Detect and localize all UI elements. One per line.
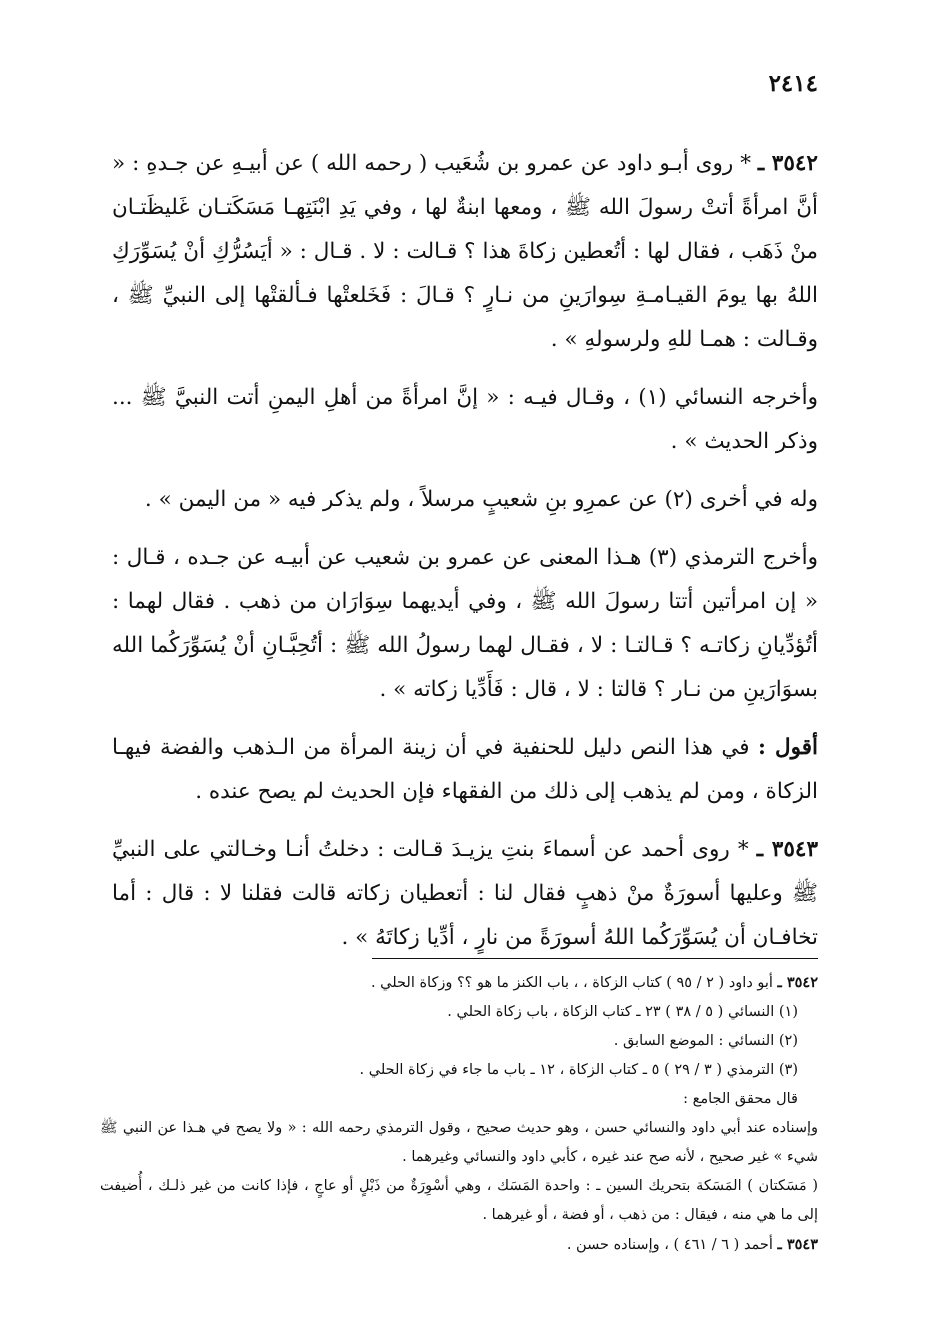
page-number: ٢٤١٤	[768, 70, 818, 97]
hadith-number: ٣٥٤٣ ـ	[756, 837, 818, 862]
footnote	[100, 1114, 818, 1172]
hadith-3543	[112, 828, 818, 960]
footnote-text: (١) النسائي ( ٥ / ٣٨ ) ٢٣ ـ كتاب الزكاة ، باب زكاة الحلي .	[447, 1004, 798, 1020]
footnote-text: أبو داود ( ٢ / ٩٥ ) كتاب الزكاة ، ، باب الكنز ما هو ؟؟ وزكاة الحلي .	[370, 975, 773, 991]
hadith-text: * روى أبـو داود عن عمرو بن شُعَيب ( رحمه الله ) عن أبيـهِ عن جـدهِ : « أنَّ امرأةً أتتْ رسولَ الله ﷺ ، ومعها ابنةٌ لها ، وفي يَدِ ابْنَتِهـا مَسَكَتـان غَليظَتـان منْ ذَهَب ، فقال لها : أتُعطين زكاةَ هذا ؟ قـالت : لا . قـال : « أيَسُرُّكِ أنْ يُسَوِّرَكِ اللهُ بها يومَ القيـامـةِ سِوارَينِ من نـارٍ ؟ قـالَ : فَخَلعتْها فـألقتْها إلى النبيِّ ﷺ ، وقـالت : همـا للهِ ولرسولهِ » .	[112, 151, 818, 352]
hadith-3542	[112, 142, 818, 362]
footnote	[100, 1085, 818, 1114]
nasai-paragraph: وأخرجه النسائي (١) ، وقـال فيـه : « إنَّ امرأةً من أهلِ اليمنِ أتت النبيَّ ﷺ ... وذكر الحديث » .	[112, 385, 819, 454]
author-comment	[112, 726, 818, 814]
comment-lead: أقول :	[758, 735, 819, 760]
hadith-number: ٣٥٤٢ ـ	[757, 151, 818, 176]
footnote	[100, 1027, 818, 1056]
tirmidhi-paragraph: وأخرج الترمذي (٣) هـذا المعنى عن عمرو بن شعيب عن أبيـه عن جـده ، قـال : « إن امرأتين أتتا رسولَ الله ﷺ ، وفي أيديهما سِوَارَان من ذهب . فقال لهما : أتُؤدِّيانِ زكاتـه ؟ قـالتـا : لا ، فقـال لهما رسولُ الله ﷺ : أتُحِبَّـانِ أنْ يُسَوِّرَكُما الله بسوَارَينِ من نـار ؟ قالتا : لا ، قال : فَأَدِّيا زكاته » .	[112, 545, 818, 702]
comment-text: في هذا النص دليل للحنفية في أن زينة المرأة من الـذهب والفضة فيهـا الزكاة ، ومن لم يذهب إلى ذلك من الفقهاء فإن الحديث لم يصح عنده .	[112, 735, 818, 804]
footnote-divider	[372, 958, 818, 959]
footnote-lead: ٣٥٤٢ ـ	[777, 974, 818, 991]
footnote-text: (٢) النسائي : الموضع السابق .	[613, 1033, 798, 1049]
footnote-text: أحمد ( ٦ / ٤٦١ ) ، وإسناده حسن .	[566, 1237, 773, 1253]
footnote	[100, 998, 818, 1027]
footnote-text: وإسناده عند أبي داود والنسائي حسن ، وهو حديث صحيح ، وقول الترمذي رحمه الله : « ولا يصح في هـذا عن النبي ﷺ شيء » غير صحيح ، لأنه صح عند غيره ، كأبي داود والنسائي وغيرهما .	[100, 1120, 818, 1165]
main-text	[112, 142, 818, 974]
footnote-text: قال محقق الجامع :	[683, 1091, 798, 1107]
footnote	[100, 1056, 818, 1085]
footnote	[100, 1172, 818, 1230]
other-narration-paragraph: وله في أخرى (٢) عن عمرِو بنِ شعيبٍ مرسلاً ، ولم يذكر فيه « من اليمن » .	[144, 487, 818, 512]
footnote-text: ( مَسَكتان ) المَسَكة بتحريك السين ـ : واحدة المَسَك ، وهي أسْوِرَةٌ من ذَبْلٍ أو عاجٍ ، فإذا كانت من غير ذلـك ، أُضيفت إلى ما هي منه ، فيقال : من ذهب ، أو فضة ، أو غيرهما .	[100, 1178, 818, 1223]
footnote	[100, 968, 818, 998]
footnotes	[100, 968, 818, 1260]
footnote-text: (٣) الترمذي ( ٣ / ٢٩ ) ٥ ـ كتاب الزكاة ، ١٢ ـ باب ما جاء في زكاة الحلي .	[359, 1062, 798, 1078]
footnote-lead: ٣٥٤٣ ـ	[777, 1236, 818, 1253]
footnote	[100, 1230, 818, 1260]
hadith-text: * روى أحمد عن أسماءَ بنتِ يزيـدَ قـالت : دخلتُ أنـا وخـالتي على النبيِّ ﷺ وعليها أسورَةٌ منْ ذهبٍ فقال لنا : أتعطيان زكاته قالت فقلنا لا : قال : أما تخافـان أن يُسَوِّرَكُما اللهُ أسورَةً من نارٍ ، أدِّيا زكاتَهُ » .	[112, 837, 818, 950]
